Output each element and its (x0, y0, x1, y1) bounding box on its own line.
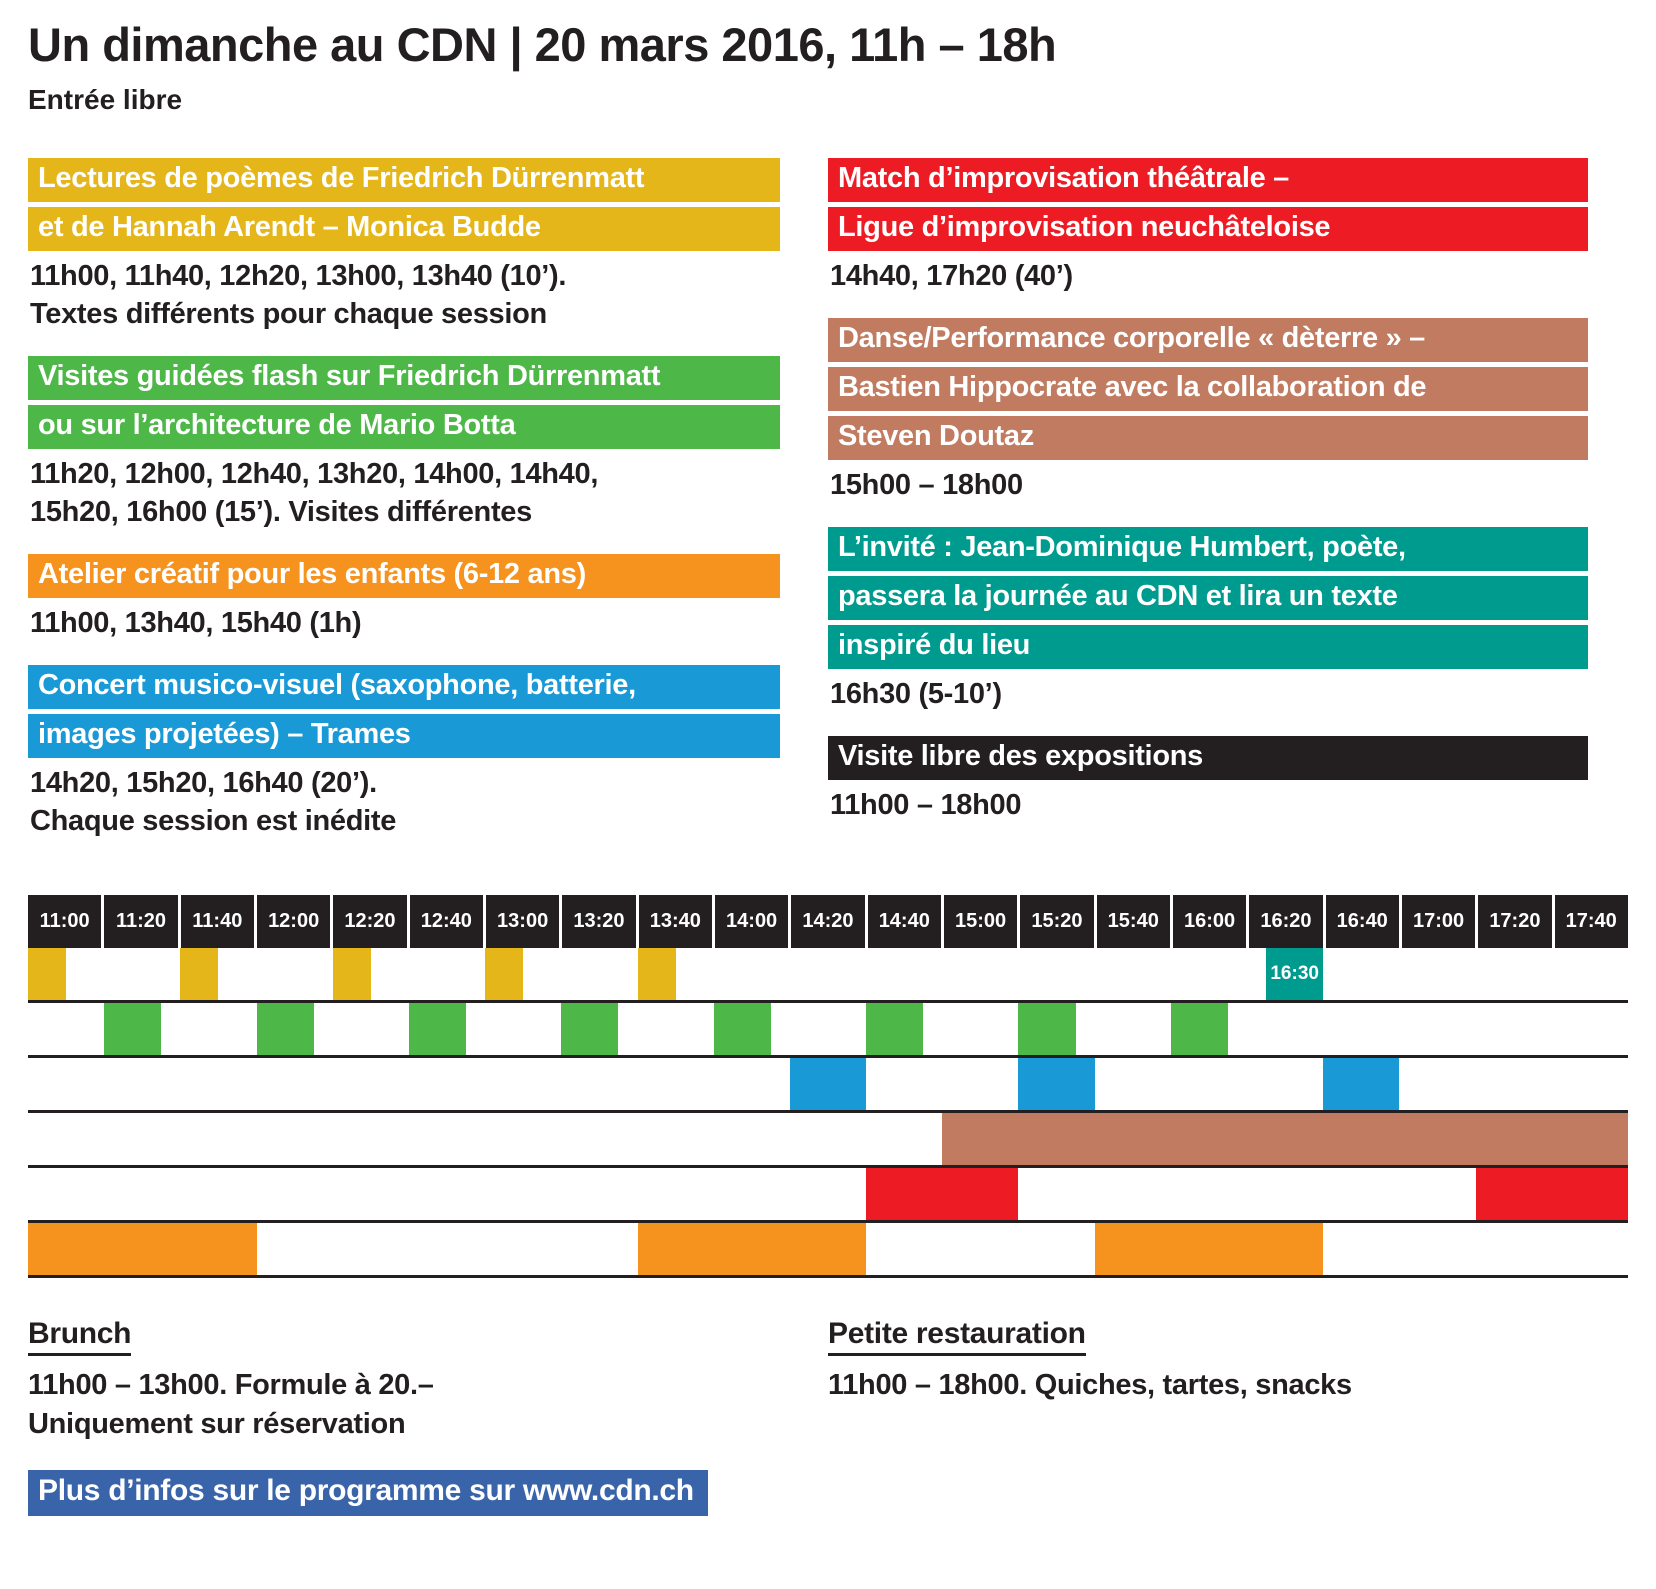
timeline-block-concert-trames-1640 (1323, 1058, 1399, 1110)
programs-section (28, 158, 1628, 863)
timeline-tick-1700: 17:00 (1399, 895, 1475, 948)
program-concert-trames-detail-line: Chaque session est inédite (30, 804, 397, 837)
timeline-tick-1420: 14:20 (788, 895, 864, 948)
program-invite-poete-highlight-line: passera la journée au CDN et lira un texte (828, 576, 1588, 620)
timeline-tick-1320: 13:20 (559, 895, 635, 948)
timeline-row-danse-performance (28, 1113, 1628, 1168)
timeline-tick-1600: 16:00 (1170, 895, 1246, 948)
program-concert-trames (28, 665, 780, 840)
timeline-block-visites-guidees-1600 (1171, 1003, 1228, 1055)
program-lectures-poemes-detail-line: Textes différents pour chaque session (30, 297, 547, 330)
program-visite-expositions (828, 736, 1588, 824)
timeline-tick-1740: 17:40 (1552, 895, 1628, 948)
timeline-rows (28, 948, 1628, 1278)
program-atelier-enfants-detail-line: 11h00, 13h40, 15h40 (1h) (30, 606, 362, 639)
timeline-tick-1520: 15:20 (1017, 895, 1093, 948)
programs-left-column (28, 158, 780, 863)
timeline-block-visites-guidees-1440 (866, 1003, 923, 1055)
program-atelier-enfants-details (28, 604, 780, 642)
brunch-title: Brunch (28, 1318, 131, 1356)
program-lectures-poemes-details (28, 257, 780, 333)
timeline-tick-1440: 14:40 (865, 895, 941, 948)
program-visites-guidees-highlight-line: ou sur l’architecture de Mario Botta (28, 405, 780, 449)
program-lectures-poemes (28, 158, 780, 333)
program-danse-performance-details (828, 466, 1588, 504)
program-match-impro-highlight-line: Match d’improvisation théâtrale – (828, 158, 1588, 202)
timeline-tick-1100: 11:00 (28, 895, 101, 948)
program-lectures-poemes-highlight-line: Lectures de poèmes de Friedrich Dürrenmatt (28, 158, 780, 202)
timeline-block-concert-trames-1420 (790, 1058, 866, 1110)
event-poster (28, 20, 1628, 1516)
timeline-tick-1140: 11:40 (178, 895, 254, 948)
timeline-block-lectures-poemes-1140 (180, 948, 218, 1000)
program-visite-expositions-highlight-line: Visite libre des expositions (828, 736, 1588, 780)
program-match-impro-detail-line: 14h40, 17h20 (40’) (830, 259, 1073, 292)
timeline-tick-1500: 15:00 (941, 895, 1017, 948)
program-visite-expositions-detail-line: 11h00 – 18h00 (830, 788, 1022, 821)
timeline-tick-1640: 16:40 (1323, 895, 1399, 948)
program-danse-performance-highlight-line: Danse/Performance corporelle « dèterre » – (828, 318, 1588, 362)
timeline-block-match-impro-1720 (1476, 1168, 1628, 1220)
timeline-block-lectures-poemes-1100 (28, 948, 66, 1000)
timeline-header (28, 895, 1628, 948)
timeline-row-lectures-poemes (28, 948, 1628, 1003)
timeline-row-visites-guidees (28, 1003, 1628, 1058)
program-visites-guidees-detail-line: 15h20, 16h00 (15’). Visites différentes (30, 495, 532, 528)
program-concert-trames-highlight-line: Concert musico-visuel (saxophone, batterie, (28, 665, 780, 709)
brunch-block (28, 1318, 780, 1444)
restauration-detail: 11h00 – 18h00. Quiches, tartes, snacks (828, 1368, 1352, 1401)
restauration-block (828, 1318, 1588, 1444)
program-invite-poete-details (828, 675, 1588, 713)
program-visites-guidees-highlight-line: Visites guidées flash sur Friedrich Dürrenmatt (28, 356, 780, 400)
program-invite-poete-detail-line: 16h30 (5-10’) (830, 677, 1002, 710)
program-visites-guidees (28, 356, 780, 531)
program-invite-poete (828, 527, 1588, 713)
brunch-detail: 11h00 – 13h00. Formule à 20.– (28, 1368, 434, 1401)
program-concert-trames-detail-line: 14h20, 15h20, 16h40 (20’). (30, 766, 377, 799)
info-band: Plus d’infos sur le programme sur www.cdn.ch (28, 1470, 708, 1516)
page-title: Un dimanche au CDN | 20 mars 2016, 11h – 18h (28, 18, 1057, 71)
timeline-block-danse-performance-1500 (942, 1113, 1628, 1165)
program-visite-expositions-details (828, 786, 1588, 824)
timeline-block-atelier-enfants-1340 (638, 1223, 867, 1275)
footer-section (28, 1318, 1628, 1444)
program-atelier-enfants (28, 554, 780, 642)
timeline-tick-1620: 16:20 (1246, 895, 1322, 948)
program-invite-poete-highlight-line: inspiré du lieu (828, 625, 1588, 669)
timeline-chart (28, 895, 1628, 1278)
timeline-row-match-impro (28, 1168, 1628, 1223)
timeline-row-atelier-enfants (28, 1223, 1628, 1278)
program-danse-performance-highlight-line: Bastien Hippocrate avec la collaboration de (828, 367, 1588, 411)
program-danse-performance-highlight-line: Steven Doutaz (828, 416, 1588, 460)
timeline-tick-1400: 14:00 (712, 895, 788, 948)
timeline-block-visites-guidees-1200 (257, 1003, 314, 1055)
timeline-block-visites-guidees-1320 (561, 1003, 618, 1055)
timeline-tick-1220: 12:20 (330, 895, 406, 948)
program-match-impro-highlight-line: Ligue d’improvisation neuchâteloise (828, 207, 1588, 251)
program-danse-performance (828, 318, 1588, 504)
timeline-block-visites-guidees-1400 (714, 1003, 771, 1055)
programs-right-column (828, 158, 1588, 863)
timeline-tick-1300: 13:00 (483, 895, 559, 948)
program-atelier-enfants-highlight-line: Atelier créatif pour les enfants (6-12 ans) (28, 554, 780, 598)
timeline-block-match-impro-1440 (866, 1168, 1018, 1220)
restauration-title: Petite restauration (828, 1318, 1086, 1356)
timeline-block-lectures-poemes-1300 (485, 948, 523, 1000)
timeline-block-lectures-poemes-1625: 16:30 (1266, 948, 1323, 1000)
timeline-block-visites-guidees-1520 (1018, 1003, 1075, 1055)
program-concert-trames-highlight-line: images projetées) – Trames (28, 714, 780, 758)
program-danse-performance-detail-line: 15h00 – 18h00 (830, 468, 1023, 501)
program-lectures-poemes-highlight-line: et de Hannah Arendt – Monica Budde (28, 207, 780, 251)
timeline-block-lectures-poemes-1220 (333, 948, 371, 1000)
timeline-row-concert-trames (28, 1058, 1628, 1113)
timeline-block-visites-guidees-1240 (409, 1003, 466, 1055)
timeline-block-lectures-poemes-1340 (638, 948, 676, 1000)
program-concert-trames-details (28, 764, 780, 840)
timeline-block-atelier-enfants-1540 (1095, 1223, 1324, 1275)
program-invite-poete-highlight-line: L’invité : Jean-Dominique Humbert, poète, (828, 527, 1588, 571)
program-match-impro (828, 158, 1588, 295)
timeline-tick-1340: 13:40 (636, 895, 712, 948)
timeline-tick-1240: 12:40 (407, 895, 483, 948)
page-subtitle: Entrée libre (28, 83, 183, 115)
timeline-block-concert-trames-1520 (1018, 1058, 1094, 1110)
brunch-detail: Uniquement sur réservation (28, 1407, 406, 1440)
program-match-impro-details (828, 257, 1588, 295)
program-visites-guidees-details (28, 455, 780, 531)
timeline-tick-1200: 12:00 (254, 895, 330, 948)
program-lectures-poemes-detail-line: 11h00, 11h40, 12h20, 13h00, 13h40 (10’). (30, 259, 567, 292)
timeline-block-visites-guidees-1120 (104, 1003, 161, 1055)
program-visites-guidees-detail-line: 11h20, 12h00, 12h40, 13h20, 14h00, 14h40, (30, 457, 599, 490)
timeline-tick-1540: 15:40 (1094, 895, 1170, 948)
timeline-block-atelier-enfants-1100 (28, 1223, 257, 1275)
timeline-tick-1720: 17:20 (1475, 895, 1551, 948)
timeline-tick-1120: 11:20 (101, 895, 177, 948)
